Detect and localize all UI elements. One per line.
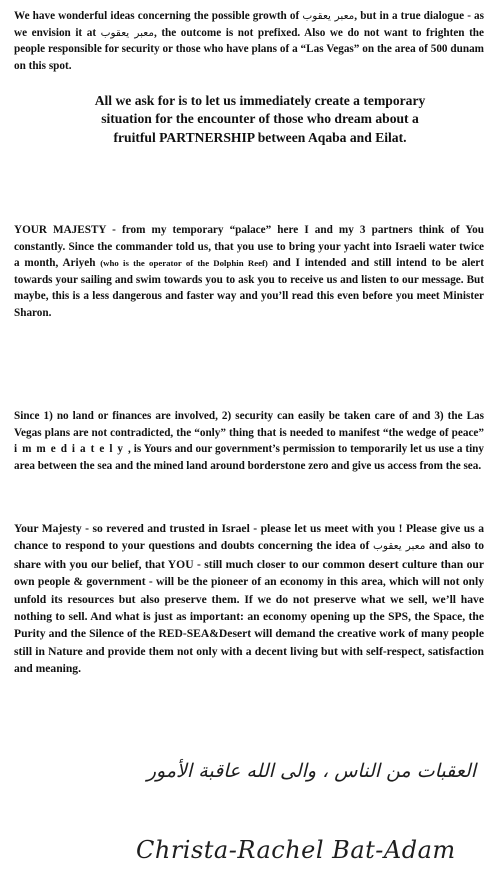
paragraph-growth-text-a: We have wonderful ideas concerning the possible growth of [14,10,300,22]
central-request: All we ask for is to let us immediately create a temporary situation for the encounter of those who dream about a fruitful PARTNERSHIP between Aqaba and Eilat. [94,93,426,145]
arabic-name-inline: معبر يعقوب [302,10,355,22]
paragraph-yacht-text-b: and I intended and still intend to be alert towards your sailing and swim towards you to ask you to receive us and listen to our message. But maybe, this is a less dangerous and faster way and you’ll read this even before you meet Minister Sharon. [14,257,484,319]
paragraph-meeting-request [14,520,484,678]
arabic-name-inline: معبر يعقوب [100,26,154,39]
paragraph-wedge-text-a: Since 1) no land or finances are involved, 2) security can easily be taken care of and 3) the Las Vegas plans are not contradicted, the “only” thing that is needed to manifest “the wedge of peace” [14,410,484,439]
paragraph-growth-text-b: , but in a true dialogue - as we envision it at [14,10,484,39]
paragraph-yacht-text-a: YOUR MAJESTY - from my temporary “palace” here I and my 3 partners think of You constantly. Since the commander told us, that you use to bring your yacht into Israeli water twice a month, Ariyeh [14,224,484,270]
arabic-name-inline: معبر يعقوب [373,540,426,553]
paragraph-majesty-yacht [14,222,484,322]
paragraph-growth [14,8,484,74]
paragraph-meeting-text-b: and also to share with you our belief, that YOU - still much closer to our common desert culture than our own people & government - will be the pioneer of an economy in this area, which will not only unfold its resources but also preserve them. If we do not preserve what we sell, we’ll have nothing to sell. And what is just as important: an economy opening up the SPS, the Space, the Purity and the Silence of the RED-SEA&Desert will demand the creative work of many people still in Nature and provide them not only with a decent living but with self-respect, satisfaction and meaning. [14,539,485,676]
operator-note: (who is the operator of the Dolphin Reef) [100,258,268,269]
paragraph-meeting-text-a: Your Majesty - so revered and trusted in Israel - please let us meet with you ! Please give us a chance to respond to your questions and doubts concerning the idea of [14,522,484,553]
paragraph-wedge-text-b: , is Yours and our government’s permission to temporarily let us use a tiny area between the sea and the mined land around borderstone zero and give us access from the sea. [14,443,484,472]
paragraph-wedge-of-peace [14,408,484,474]
handwritten-arabic-proverb: العقبات من الناس ، والى الله عاقبة الأمور [146,760,476,782]
spaced-immediately: immediately [14,443,129,456]
handwritten-signature: Christa-Rachel Bat-Adam [136,836,456,864]
paragraph-growth-text-c: , the outcome is not prefixed. Also we do not want to frighten the people responsible for security or those who have plans of a “Las Vegas” on the area of 500 dunam on this spot. [14,26,484,72]
